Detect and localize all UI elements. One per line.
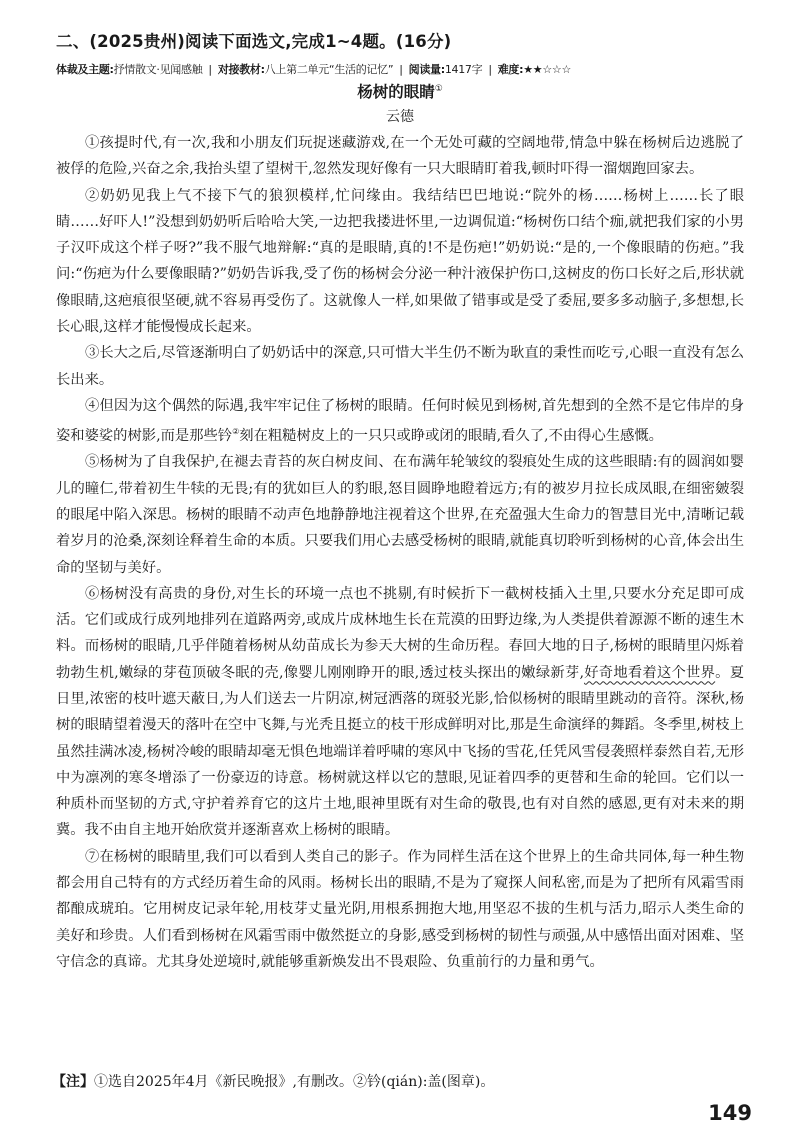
paragraph-text: ⑤杨树为了自我保护,在褪去青苔的灰白树皮间、在布满年轮皱纹的裂痕处生成的这些眼睛:有的圆润如婴儿的瞳仁,带着初生牛犊的无畏;有的犹如巨人的豹眼,怒目圆睁地瞪着远方;有的被岁月拉长成凤眼,在细密皴裂的眼尾中陷入深思。杨树的眼睛不动声色地静静地注视着这个世界,在充盈强大生命力的智慧目光中,清晰记载着岁月的沧桑,深刻诠释着生命的本质。只要我们用心去感受杨树的眼睛,就能真切聆听到杨树的心音,体会出生命的坚韧与美好。 [56,454,744,576]
essay-body [56,130,744,975]
footnote [52,1071,752,1091]
wordcount-value: 1417字 [444,63,483,76]
genre-value: 抒情散文·见闻感触 [113,63,203,76]
footnote-text: ①选自2025年4月《新民晚报》,有删改。②钤(qián):盖(图章)。 [94,1074,495,1090]
difficulty-stars: ★★☆☆☆ [523,63,572,76]
meta-separator: | [208,63,212,76]
footnote-tag: 【注】 [52,1074,94,1090]
paragraph-text: ⑥杨树没有高贵的身份,对生长的环境一点也不挑剔,有时候折下一截树枝插入土里,只要水分充足即可成活。它们或成行成列地排列在道路两旁,或成片成林地生长在荒漠的田野边缘,为人类提供着源源不断的速生木料。而杨树的眼睛,几乎伴随着杨树从幼苗成长为参天大树的生命历程。春回大地的日子,杨树的眼睛里闪烁着勃勃生机,嫩绿的芽苞顶破冬眠的壳,像婴儿刚刚睁开的眼,透过枝头探出的嫩绿新芽, [56,585,744,681]
textbook-value: 八上第二单元“生活的记忆” [264,63,394,76]
wavy-underlined-phrase: 好奇地看着这个世界 [584,664,716,681]
footnote-mark: ② [232,427,240,437]
paragraph-3 [56,340,744,393]
textbook-label: 对接教材: [217,63,265,76]
page-number: 149 [708,1101,752,1125]
paragraph-text: 刻在粗糙树皮上的一只只或睁或闭的眼睛,看久了,不由得心生感慨。 [239,428,663,445]
paragraph-5 [56,449,744,580]
reading-meta-bar [56,61,746,77]
paragraph-7 [56,844,744,975]
essay-author: 云德 [386,109,414,125]
paragraph-1 [56,130,744,183]
paragraph-text: 。夏日里,浓密的枝叶遮天蔽日,为人们送去一片阴凉,树冠洒落的斑驳光影,恰似杨树的眼睛里跳动的音符。深秋,杨树的眼睛望着漫天的落叶在空中飞舞,与光秃且挺立的枝干形成鲜明对比,那是生命演绎的舞蹈。冬季里,树枝上虽然挂满冰凌,杨树冷峻的眼睛却毫无惧色地端详着呼啸的寒风中飞扬的雪花,任凭风雪侵袭照样泰然自若,无形中为凛冽的寒冬增添了一份豪迈的诗意。杨树就这样以它的慧眼,见证着四季的更替和生命的轮回。它们以一种质朴而坚韧的方式,守护着养育它的这片土地,眼神里既有对生命的敬畏,也有对自然的感恩,更有对未来的期冀。我不由自主地开始欣赏并逐渐喜欢上杨树的眼睛。 [56,664,744,839]
title-footnote-mark: ① [434,83,443,94]
paragraph-4 [56,393,744,449]
paragraph-2 [56,183,744,341]
difficulty-label: 难度: [497,63,524,76]
question-title: 二、(2025贵州)阅读下面选文,完成1~4题。(16分) [56,32,452,51]
essay-title-text: 杨树的眼睛 [357,83,435,101]
paragraph-text: ①孩提时代,有一次,我和小朋友们玩捉迷藏游戏,在一个无处可藏的空阔地带,情急中躲在杨树后边逃脱了被俘的危险,兴奋之余,我抬头望了望树干,忽然发现好像有一只大眼睛盯着我,顿时吓得一溜烟跑回家去。 [56,135,744,178]
meta-separator: | [399,63,403,76]
paragraph-text: ③长大之后,尽管逐渐明白了奶奶话中的深意,只可惜大半生仍不断为耿直的秉性而吃亏,心眼一直没有怎么长出来。 [56,345,744,388]
wordcount-label: 阅读量: [408,63,445,76]
paragraph-text: ②奶奶见我上气不接下气的狼狈模样,忙问缘由。我结结巴巴地说:“院外的杨……杨树上……长了眼睛……好吓人!”没想到奶奶听后哈哈大笑,一边把我搂进怀里,一边调侃道:“杨树伤口结个痂,就把我们家的小男子汉吓成这个样子呀?”我不服气地辩解:“真的是眼睛,真的!不是伤疤!”奶奶说:“是的,一个像眼睛的伤疤。”我问:“伤疤为什么要像眼睛?”奶奶告诉我,受了伤的杨树会分泌一种汁液保护伤口,这树皮的伤口长好之后,形状就像眼睛,这疤痕很坚硬,就不容易再受伤了。这就像人一样,如果做了错事或是受了委屈,要多多动脑子,多想想,长长心眼,这样才能慢慢成长起来。 [56,187,744,336]
essay-title [0,80,800,102]
paragraph-6 [56,581,744,844]
paragraph-text: ⑦在杨树的眼睛里,我们可以看到人类自己的影子。作为同样生活在这个世界上的生命共同体,每一种生物都会用自己特有的方式经历着生命的风雨。杨树长出的眼睛,不是为了窥探人间私密,而是为了把所有风霜雪雨都酿成琥珀。它用树皮记录年轮,用枝芽丈量光阴,用根系拥抱大地,用坚忍不拔的生机与活力,昭示人类生命的美好和珍贵。人们看到杨树在风霜雪雨中傲然挺立的身影,感受到杨树的韧性与顽强,从中感悟出面对困难、坚守信念的真谛。尤其身处逆境时,就能够重新焕发出不畏艰险、负重前行的力量和勇气。 [56,848,744,970]
paragraph-text: ④但因为这个偶然的际遇,我牢牢记住了杨树的眼睛。任何时候见到杨树,首先想到的全然不是它伟岸的身姿和婆娑的树影,而是那些钤 [56,397,744,445]
meta-separator: | [488,63,492,76]
genre-label: 体裁及主题: [56,63,114,76]
